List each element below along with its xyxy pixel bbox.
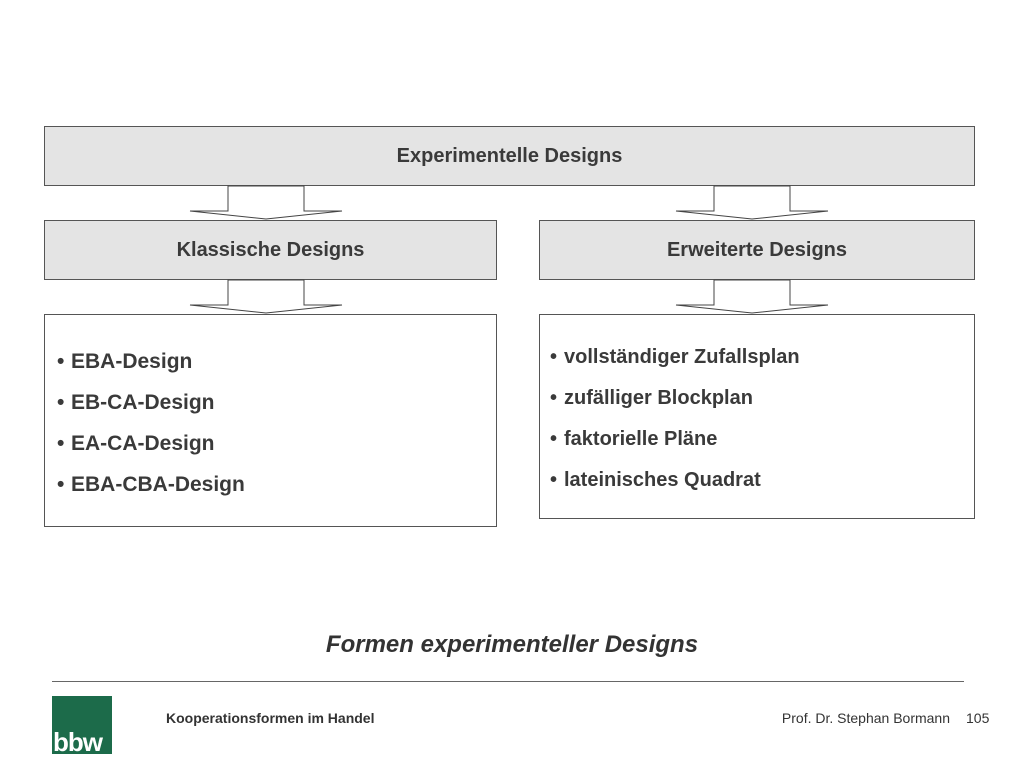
list-item: • lateinisches Quadrat bbox=[550, 469, 761, 491]
bullet-icon: • bbox=[550, 428, 558, 450]
svg-text:bbw: bbw bbox=[53, 727, 102, 754]
bullet-icon: • bbox=[57, 432, 65, 455]
node-erweiterte-designs-label: Erweiterte Designs bbox=[666, 238, 848, 261]
arrow-root-to-right bbox=[676, 186, 828, 219]
bullet-icon: • bbox=[57, 350, 65, 373]
list-item: • vollständiger Zufallsplan bbox=[550, 346, 800, 368]
footer-author: Prof. Dr. Stephan Bormann bbox=[781, 710, 950, 726]
diagram-caption: Formen experimenteller Designs bbox=[325, 631, 699, 658]
list-item: • zufälliger Blockplan bbox=[550, 387, 753, 409]
bullet-icon: • bbox=[57, 391, 65, 414]
bullet-icon: • bbox=[57, 473, 65, 496]
list-klassische-designs bbox=[44, 314, 497, 527]
list-item: • faktorielle Pläne bbox=[550, 428, 718, 450]
list-item: • EA-CA-Design bbox=[57, 432, 215, 455]
list-item: • EBA-Design bbox=[57, 350, 193, 373]
node-klassische-designs-label: Klassische Designs bbox=[176, 238, 365, 261]
bullet-icon: • bbox=[550, 346, 558, 368]
root-node-experimentelle-designs bbox=[44, 126, 975, 186]
arrow-root-to-left bbox=[190, 186, 342, 219]
arrow-left-header-to-list bbox=[190, 280, 342, 313]
footer-course-title: Kooperationsformen im Handel bbox=[166, 710, 375, 726]
list-erweiterte-designs bbox=[539, 314, 975, 519]
list-item: • EB-CA-Design bbox=[57, 391, 215, 414]
footer-divider bbox=[52, 681, 964, 682]
list-item: • EBA-CBA-Design bbox=[57, 473, 245, 496]
bbw-logo bbox=[52, 696, 112, 754]
bullet-icon: • bbox=[550, 469, 558, 491]
arrow-right-header-to-list bbox=[676, 280, 828, 313]
bullet-icon: • bbox=[550, 387, 558, 409]
page-number: 105 bbox=[966, 710, 990, 726]
root-node-label: Experimentelle Designs bbox=[396, 144, 623, 167]
node-erweiterte-designs bbox=[539, 220, 975, 280]
node-klassische-designs bbox=[44, 220, 497, 280]
